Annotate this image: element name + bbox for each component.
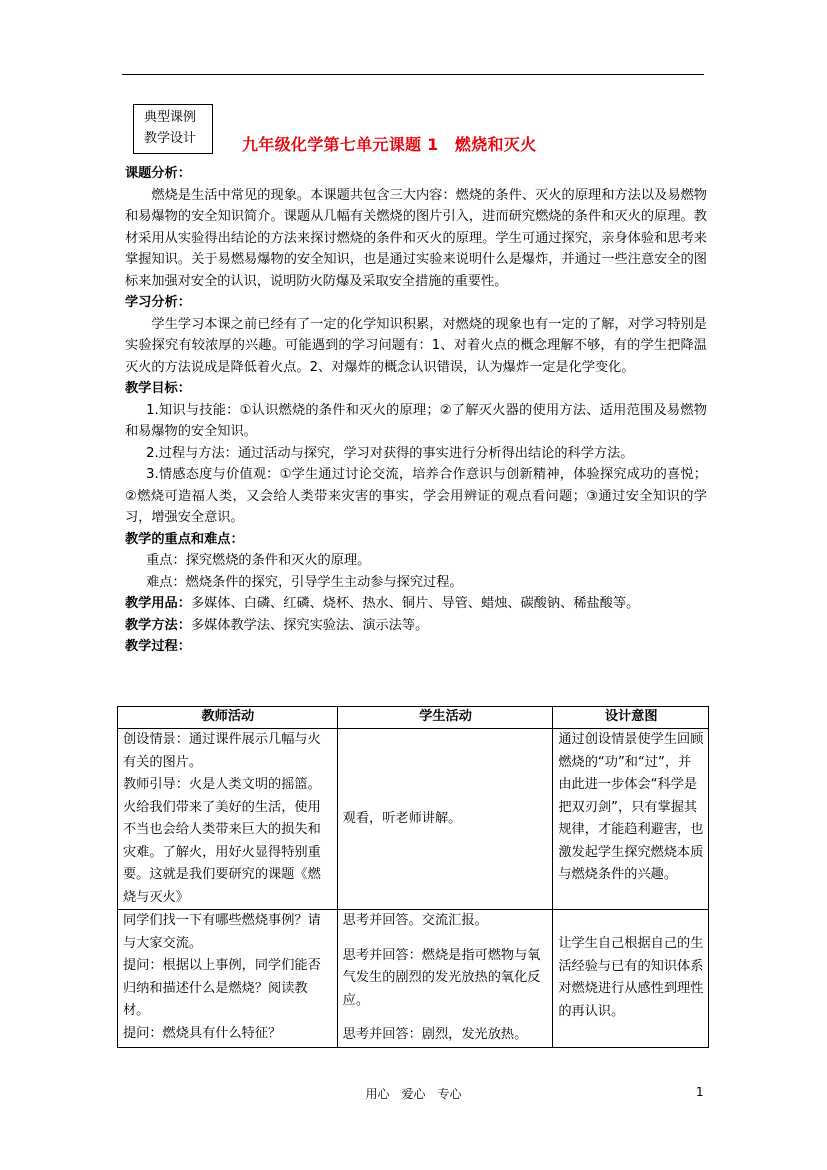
row2-teacher-cell [118, 910, 338, 1048]
document-title: 九年级化学第七单元课题 1 燃烧和灭火 [242, 135, 537, 154]
row1-teacher-guide: 教师引导：火是人类文明的摇篮。火给我们带来了美好的生活，使用不当也会给人类带来巨大的损失和灾难。了解火，用好火显得特别重要。这就是我们要研究的课题《燃烧与灭火》 [123, 777, 321, 905]
analysis-heading: 课题分析： [125, 166, 191, 181]
methods-label: 教学方法： [125, 617, 191, 633]
row1-intent-cell: 通过创设情景使学生回顾燃烧的“功”和“过”，并由此进一步体会“科学是把双刃剑”，只有掌握其规律，才能趋利避害，也激发起学生探究燃烧本质与燃烧条件的兴趣。 [553, 729, 709, 910]
lesson-type-line1: 典型课例 [144, 110, 197, 125]
row2-student-a1: 思考并回答。交流汇报。 [342, 913, 488, 928]
row2-student-a3: 思考并回答：剧烈，发光放热。 [342, 1027, 528, 1042]
process-heading: 教学过程： [125, 639, 191, 654]
table-row [118, 729, 709, 910]
row2-teacher-q3: 提问：燃烧具有什么特征？ [123, 1025, 282, 1041]
focus-heading: 教学的重点和难点： [125, 531, 244, 547]
row1-student-cell: 观看，听老师讲解。 [337, 729, 553, 910]
row1-teacher-intro: 创设情景：通过课件展示几幅与火有关的图片。 [123, 732, 321, 770]
footer-motto: 用心 爱心 专心 [365, 1087, 462, 1101]
lesson-type-box [133, 104, 213, 154]
learning-paragraph: 学生学习本课之前已经有了一定的化学知识积累，对燃烧的现象也有一定的了解，对学习特别是实验探究有较浓厚的兴趣。可能遇到的学习问题有：1、对着火点的概念理解不够，有的学生把降温灭火的方法说成是降低着火点。2、对爆炸的概念认识错误，认为爆炸一定是化学变化。 [125, 316, 707, 375]
document-body [125, 163, 707, 658]
focus-difficulty: 难点：燃烧条件的探究，引导学生主动参与探究过程。 [146, 574, 463, 590]
lesson-type-line2: 教学设计 [144, 131, 197, 146]
row2-student-cell [337, 910, 553, 1048]
table-header-row [118, 707, 709, 729]
materials-text: 多媒体、白磷、红磷、烧杯、热水、铜片、导管、蜡烛、碳酸钠、稀盐酸等。 [190, 596, 640, 611]
goal-knowledge: 1.知识与技能：①认识燃烧的条件和灭火的原理；②了解灭火器的使用方法、适用范围及易燃物和易爆物的安全知识。 [125, 402, 707, 439]
goal-attitude: 3.情感态度与价值观：①学生通过讨论交流，培养合作意识与创新精神，体验探究成功的喜悦；②燃烧可造福人类，又会给人类带来灾害的事实，学会用辨证的观点看问题；③通过安全知识的学习，增强安全意识。 [125, 467, 707, 525]
process-table [117, 706, 709, 1048]
row2-teacher-q1: 同学们找一下有哪些燃烧事例？请与大家交流。 [123, 913, 321, 951]
header-student: 学生活动 [337, 707, 553, 729]
row2-teacher-q2: 提问：根据以上事例，同学们能否归纳和描述什么是燃烧？阅读教材。 [123, 958, 321, 1018]
methods-text: 多媒体教学法、探究实验法、演示法等。 [190, 617, 429, 633]
table-row [118, 910, 709, 1048]
row2-student-a2: 思考并回答：燃烧是指可燃物与氧气发生的剧烈的发光放热的氧化反应。 [342, 947, 541, 1008]
page-number: 1 [696, 1085, 704, 1099]
header-rule [122, 74, 704, 75]
analysis-paragraph: 燃烧是生活中常见的现象。本课题共包含三大内容：燃烧的条件、灭火的原理和方法以及易燃物和易爆物的安全知识简介。课题从几幅有关燃烧的图片引入，进而研究燃烧的条件和灭火的原理。教材采用从实验得出结论的方法来探讨燃烧的条件和灭火的原理。学生可通过探究，亲身体验和思考来掌握知识。关于易燃易爆物的安全知识，也是通过实验来说明什么是爆炸，并通过一些注意安全的图标来加强对安全的认识，说明防火防爆及采取安全措施的重要性。 [125, 187, 707, 289]
header-teacher: 教师活动 [118, 707, 338, 729]
row2-intent-cell: 让学生自己根据自己的生活经验与已有的知识体系对燃烧进行从感性到理性的再认识。 [553, 910, 709, 1048]
materials-line [125, 593, 707, 615]
methods-line [125, 615, 707, 637]
row1-teacher-cell [118, 729, 338, 910]
goal-process: 2.过程与方法：通过活动与探究，学习对获得的事实进行分析得出结论的科学方法。 [146, 445, 634, 461]
goals-heading: 教学目标： [125, 381, 191, 396]
learning-heading: 学习分析： [125, 295, 191, 310]
header-intent: 设计意图 [553, 707, 709, 729]
focus-key-point: 重点：探究燃烧的条件和灭火的原理。 [146, 553, 371, 568]
materials-label: 教学用品： [125, 596, 191, 611]
